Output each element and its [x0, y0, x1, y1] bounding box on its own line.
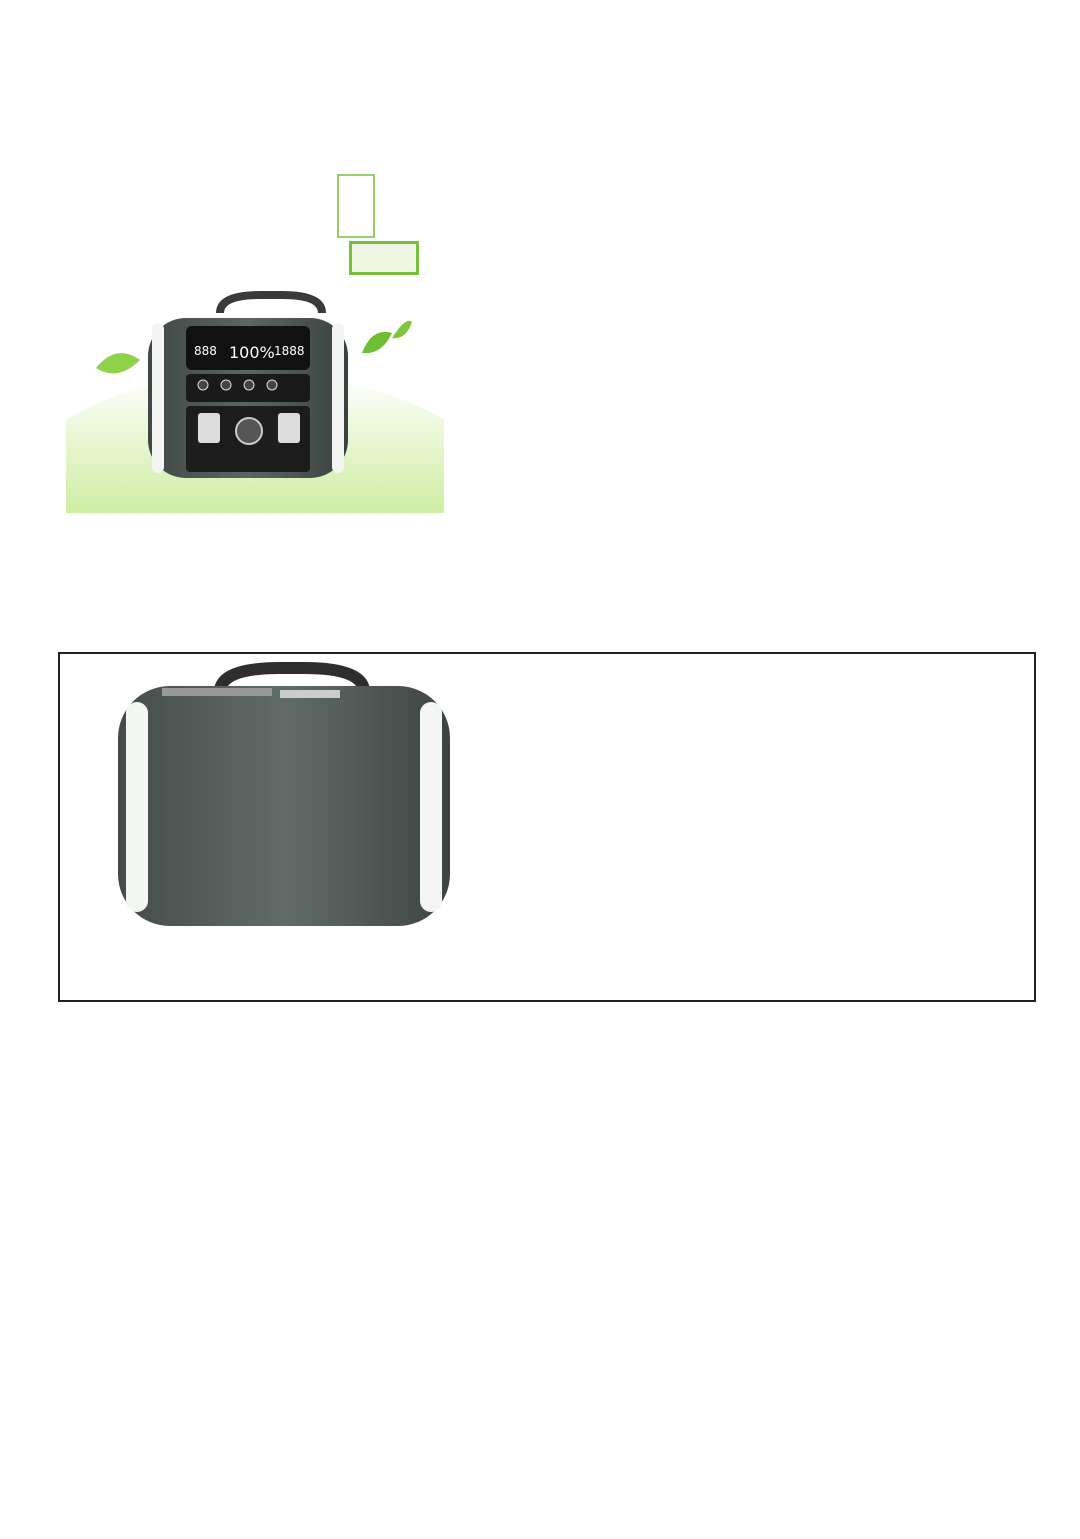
svg-text:888: 888	[194, 344, 217, 358]
hero-product-image	[66, 163, 444, 513]
features-list	[454, 328, 1048, 331]
svg-text:1888: 1888	[274, 344, 305, 358]
interface-device-image	[98, 662, 470, 948]
svg-text:100%: 100%	[229, 343, 275, 362]
